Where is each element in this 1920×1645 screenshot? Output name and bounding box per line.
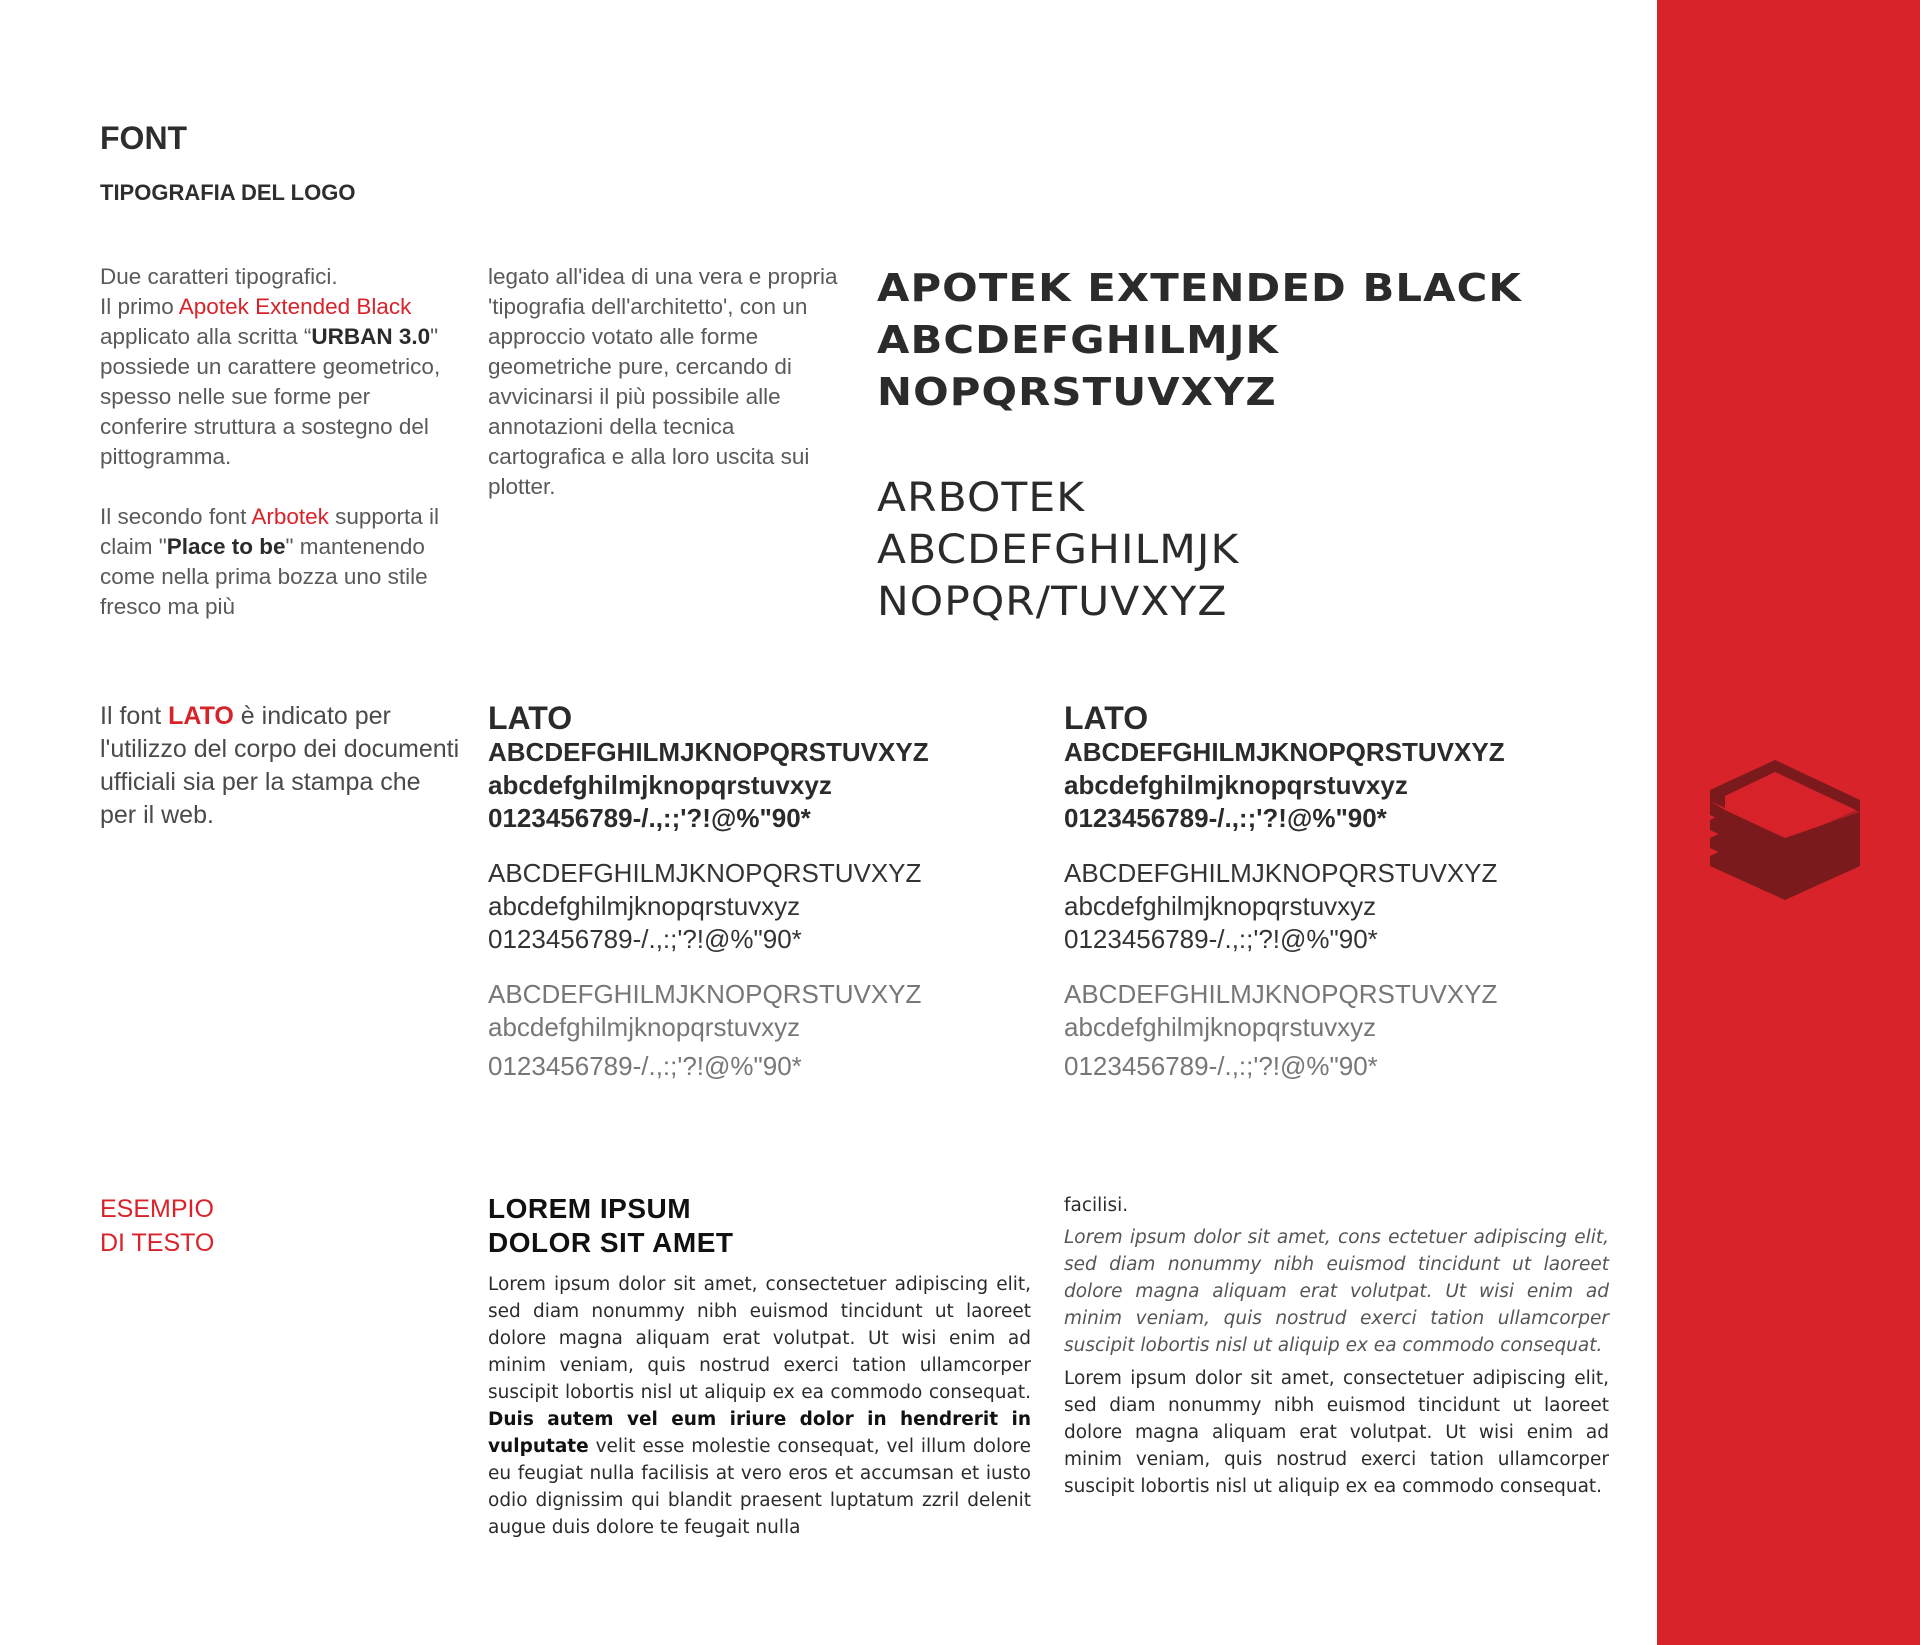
- claim-word: Place to be: [166, 534, 286, 559]
- font-name-lato: LATO: [168, 702, 234, 730]
- section-subtitle: TIPOGRAFIA DEL LOGO: [100, 180, 356, 205]
- font-name-apotek: Apotek Extended Black: [178, 294, 412, 319]
- sample-label: [100, 1192, 214, 1260]
- arbotek-specimen: [877, 472, 1239, 628]
- specimen-bold-lower: abcdefghilmjknopqrstuvxyz: [1064, 770, 1408, 800]
- intro-paragraph-2: [100, 502, 460, 622]
- text: Il font: [100, 702, 169, 730]
- bold-text: Duis autem vel eum iriure dolor in hendrerit in vulputate: [488, 1409, 1031, 1457]
- apotek-upper-1: ABCDEFGHILMJK: [877, 318, 1280, 362]
- brand-word: URBAN 3.0: [311, 324, 431, 349]
- specimen-bold-upper: ABCDEFGHILMJKNOPQRSTUVXYZ: [1064, 737, 1505, 767]
- text: Il primo: [100, 294, 179, 319]
- specimen-regular-digits: 0123456789-/.,:;'?!@%"90*: [488, 924, 802, 954]
- lato-specimen-left: [488, 700, 929, 1083]
- specimen-light-digits: 0123456789-/.,:;'?!@%"90*: [1064, 1051, 1378, 1081]
- page-title: FONT: [100, 120, 188, 156]
- text: Il secondo font: [100, 504, 252, 529]
- apotek-name: APOTEK EXTENDED BLACK: [877, 266, 1522, 310]
- sample-column-2-italic: Lorem ipsum dolor sit amet, cons ectetuer adipiscing elit, sed diam nonummy nibh euismod tincidunt ut laoreet dolore magna aliquam erat volutpat. Ut wisi enim ad minim veniam, quis nostrud exerci tation ullamcorper suscipit lobortis nisl ut aliquip ex ea commodo consequat.: [1064, 1227, 1609, 1356]
- specimen-light-upper: ABCDEFGHILMJKNOPQRSTUVXYZ: [1064, 979, 1498, 1009]
- text: " mantenendo come nella prima bozza uno stile fresco ma più: [100, 534, 428, 619]
- specimen-regular-upper: ABCDEFGHILMJKNOPQRSTUVXYZ: [1064, 858, 1498, 888]
- specimen-bold-upper: ABCDEFGHILMJKNOPQRSTUVXYZ: [488, 737, 929, 767]
- text: è indicato per l'utilizzo del corpo dei documenti ufficiali sia per la stampa che per il web.: [100, 702, 460, 829]
- specimen-regular-lower: abcdefghilmjknopqrstuvxyz: [1064, 891, 1377, 921]
- specimen-regular-upper: ABCDEFGHILMJKNOPQRSTUVXYZ: [488, 858, 922, 888]
- sample-heading-line: DOLOR SIT AMET: [488, 1227, 734, 1258]
- sample-column-2-top: facilisi.: [1064, 1195, 1129, 1216]
- specimen-bold-digits: 0123456789-/.,:;'?!@%"90*: [488, 803, 811, 833]
- specimen-light-lower: abcdefghilmjknopqrstuvxyz: [1064, 1012, 1377, 1042]
- specimen-regular-digits: 0123456789-/.,:;'?!@%"90*: [1064, 924, 1378, 954]
- specimen-title: LATO: [1064, 700, 1149, 736]
- apotek-upper-2: NOPQRSTUVXYZ: [877, 370, 1277, 414]
- font-name-arbotek: Arbotek: [251, 504, 329, 529]
- intro-line: Due caratteri tipografici.: [100, 264, 338, 289]
- intro-paragraph-1: [100, 292, 460, 472]
- intro-column-1: [100, 262, 460, 622]
- sample-heading-line: LOREM IPSUM: [488, 1193, 692, 1224]
- specimen-bold-digits: 0123456789-/.,:;'?!@%"90*: [1064, 803, 1387, 833]
- arbotek-upper-2: NOPQR/TUVXYZ: [877, 579, 1228, 625]
- sample-label-line: DI TESTO: [100, 1229, 215, 1257]
- lato-specimen-right: [1064, 700, 1505, 1083]
- specimen-light-upper: ABCDEFGHILMJKNOPQRSTUVXYZ: [488, 979, 922, 1009]
- arbotek-upper-1: ABCDEFGHILMJK: [877, 527, 1240, 573]
- sample-column-2-body: Lorem ipsum dolor sit amet, consectetuer adipiscing elit, sed diam nonummy nibh euismod tincidunt ut laoreet dolore magna aliquam erat volutpat. Ut wisi enim ad minim veniam, quis nostrud exerci tation ullamcorper suscipit lobortis nisl ut aliquip ex ea commodo consequat.: [1064, 1368, 1609, 1497]
- specimen-bold-lower: abcdefghilmjknopqrstuvxyz: [488, 770, 832, 800]
- specimen-light-lower: abcdefghilmjknopqrstuvxyz: [488, 1012, 801, 1042]
- text: " possiede un carattere geometrico, spesso nelle sue forme per conferire struttura a sostegno del pittogramma.: [100, 324, 441, 469]
- lato-description: [100, 700, 460, 832]
- specimen-title: LATO: [488, 700, 573, 736]
- text: applicato alla scritta “: [100, 324, 312, 349]
- specimen-light-digits: 0123456789-/.,:;'?!@%"90*: [488, 1051, 802, 1081]
- text: Lorem ipsum dolor sit amet, consectetuer adipiscing elit, sed diam nonummy nibh euismod tincidunt ut laoreet dolore magna aliquam erat volutpat. Ut wisi enim ad minim veniam, quis nostrud exerci tation ullamcorper suscipit lobortis nisl ut aliquip ex ea commodo consequat.: [488, 1274, 1031, 1403]
- sample-label-line: ESEMPIO: [100, 1195, 214, 1223]
- text: supporta il claim ": [100, 504, 439, 559]
- apotek-specimen: [877, 262, 1522, 418]
- text: velit esse molestie consequat, vel illum dolore eu feugiat nulla facilisis at vero eros et accumsan et iusto odio dignissim qui blandit praesent luptatum zzril delenit augue duis dolore te feugait nulla: [488, 1436, 1031, 1538]
- intro-column-2: legato all'idea di una vera e propria 'tipografia dell'architetto', con un approccio votato alle forme geometriche pure, cercando di avvicinarsi il più possibile alle annotazioni della tecnica cartografica e alla loro uscita sui plotter.: [488, 264, 838, 499]
- specimen-regular-lower: abcdefghilmjknopqrstuvxyz: [488, 891, 801, 921]
- arbotek-name: ARBOTEK: [877, 475, 1086, 521]
- urban-layers-logo-icon: [1705, 760, 1875, 900]
- sample-heading: [488, 1192, 734, 1260]
- sample-column-1: [488, 1271, 1031, 1541]
